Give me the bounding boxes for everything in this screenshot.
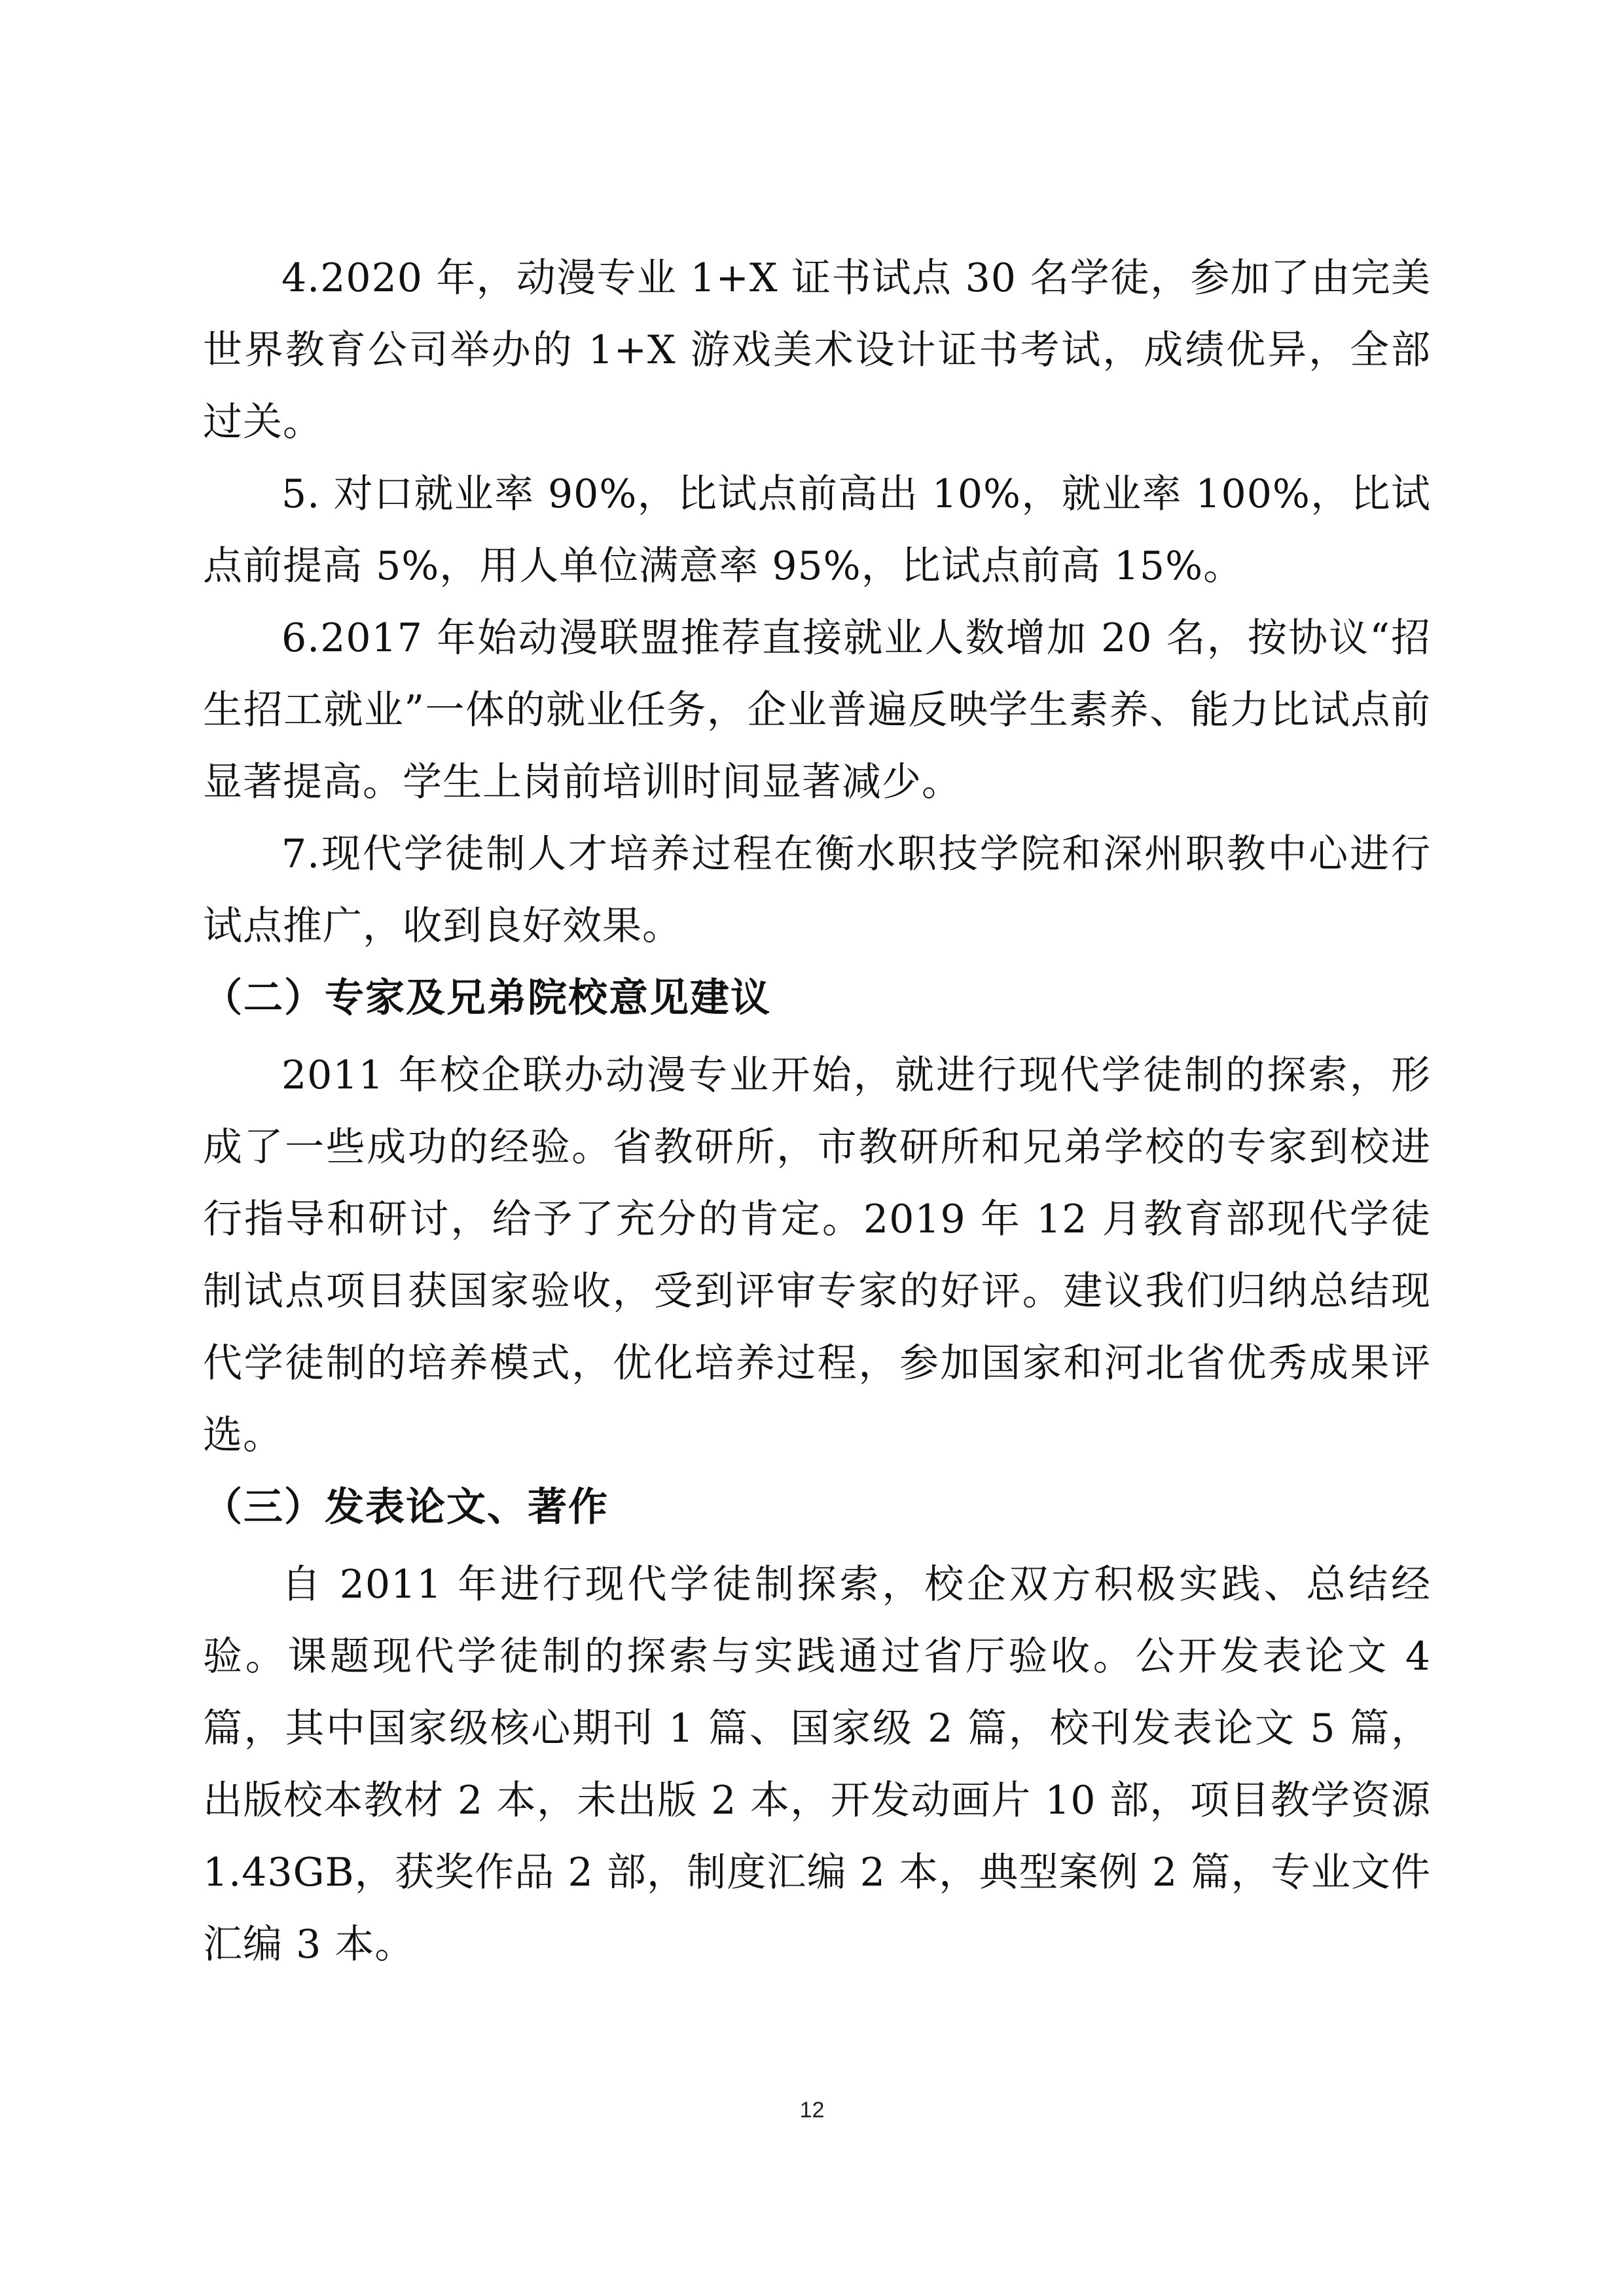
paragraph-item-5: 5. 对口就业率 90%，比试点前高出 10%，就业率 100%，比试点前提高 5%，用人单位满意率 95%，比试点前高 15%。 [203, 471, 1431, 589]
paragraph-publications: 自 2011 年进行现代学徒制探索，校企双方积极实践、总结经验。课题现代学徒制的探索与实践通过省厅验收。公开发表论文 4 篇，其中国家级核心期刊 1 篇、国家级 2 篇，校刊发表论文 5 篇，出版校本教材 2 本，未出版 2 本，开发动画片 10 部，项目教学资源 1.43GB，获奖作品 2 部，制度汇编 2 本，典型案例 2 篇，专业文件汇编 3 本。 [203, 1562, 1431, 1967]
document-body [203, 242, 1431, 1981]
section-heading-publications: （三）发表论文、著作 [203, 1484, 609, 1530]
page-number: 12 [799, 2098, 825, 2123]
paragraph-experts-opinion: 2011 年校企联办动漫专业开始，就进行现代学徒制的探索，形成了一些成功的经验。省教研所，市教研所和兄弟学校的专家到校进行指导和研讨，给予了充分的肯定。2019 年 12 月教育部现代学徒制试点项目获国家验收，受到评审专家的好评。建议我们归纳总结现代学徒制的培养模式，优化培养过程，参加国家和河北省优秀成果评选。 [203, 1052, 1431, 1458]
section-heading-experts: （二）专家及兄弟院校意见建议 [203, 975, 771, 1021]
paragraph-item-6: 6.2017 年始动漫联盟推荐直接就业人数增加 20 名，按协议“招生招工就业”一体的就业任务，企业普遍反映学生素养、能力比试点前显著提高。学生上岗前培训时间显著减少。 [203, 615, 1431, 805]
paragraph-item-7: 7.现代学徒制人才培养过程在衡水职技学院和深州职教中心进行试点推广，收到良好效果。 [203, 831, 1431, 949]
paragraph-item-4: 4.2020 年，动漫专业 1+X 证书试点 30 名学徒，参加了由完美世界教育公司举办的 1+X 游戏美术设计证书考试，成绩优异，全部过关。 [203, 255, 1431, 445]
